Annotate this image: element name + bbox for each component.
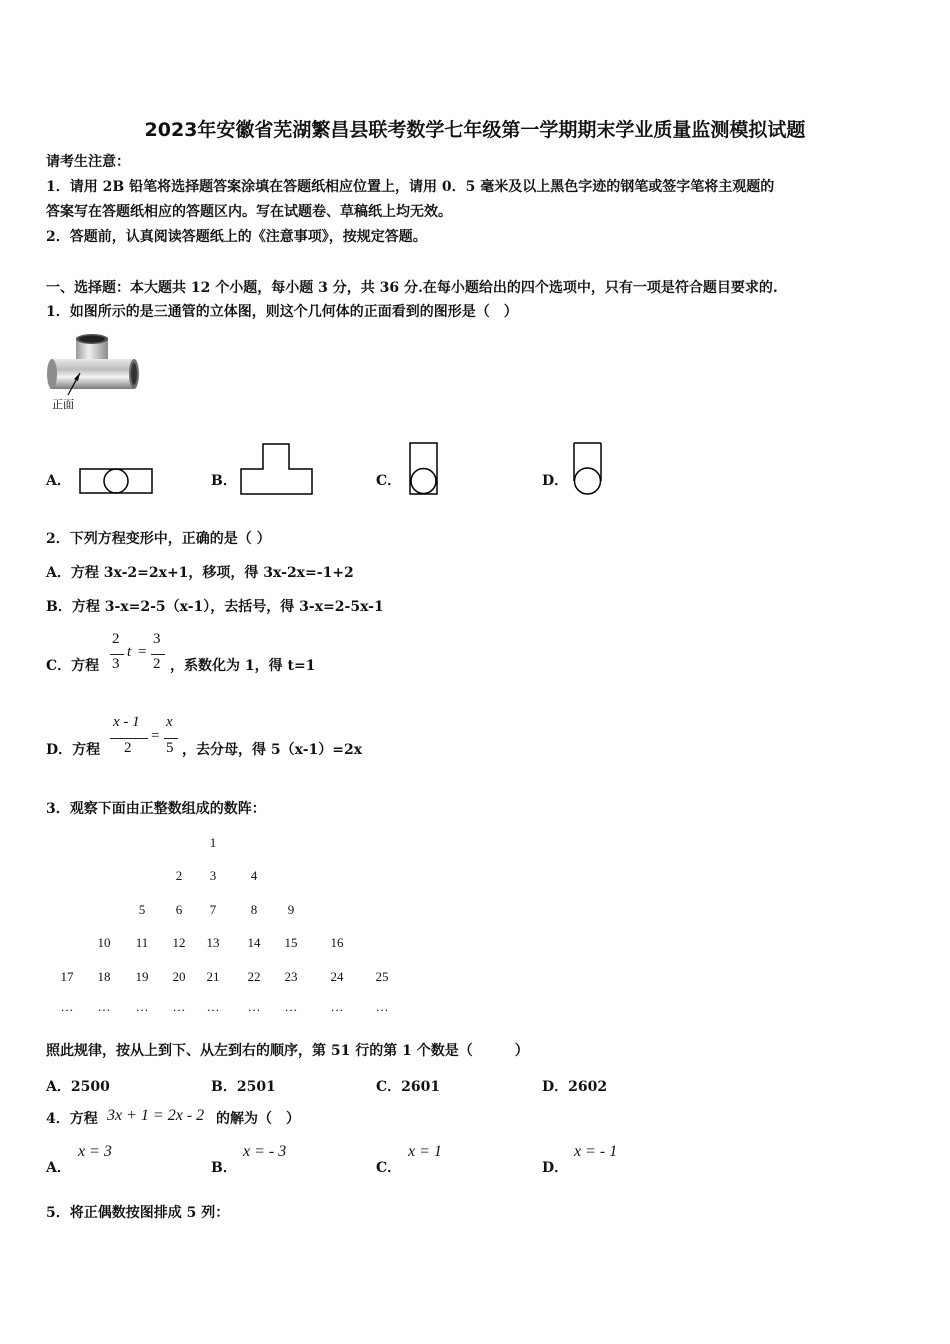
q2-d-frac2-bar [164, 738, 178, 739]
q4-option-a-label: A． [46, 1160, 71, 1176]
tee-pipe-image [44, 333, 144, 413]
array-cell: … [330, 999, 344, 1014]
q2-c-frac1-num: 2 [112, 631, 120, 647]
q3-option-d: D．2602 [542, 1079, 608, 1095]
q2-c-frac2-bar [151, 654, 165, 655]
array-cell: 16 [330, 935, 344, 950]
array-cell: 1 [209, 835, 217, 850]
q2-option-a: A．方程 3x-2=2x+1，移项，得 3x-2x=-1+2 [46, 565, 354, 581]
array-cell: 13 [206, 935, 220, 950]
q2-d-frac2-num: x [166, 714, 173, 730]
array-cell: 8 [250, 902, 258, 917]
array-cell: 5 [138, 902, 146, 917]
q4-option-b-label: B． [211, 1160, 237, 1176]
array-cell: 3 [209, 868, 217, 883]
array-cell: 23 [284, 969, 298, 984]
array-cell: … [60, 999, 74, 1014]
q4-option-d-label: D． [542, 1160, 569, 1176]
array-cell: 24 [330, 969, 344, 984]
array-cell: 14 [247, 935, 261, 950]
q1-option-c-label: C． [376, 473, 402, 489]
q2-d-frac1-den: 2 [124, 740, 132, 756]
q5-stem: 5．将正偶数按图排成 5 列： [46, 1205, 230, 1221]
array-cell: 25 [375, 969, 389, 984]
q2-c-frac1-bar [110, 654, 124, 655]
q3-question: 照此规律，按从上到下、从左到右的顺序，第 51 行的第 1 个数是（ ） [46, 1043, 529, 1059]
array-cell: 7 [209, 902, 217, 917]
array-cell: 2 [175, 868, 183, 883]
q1-stem: 1．如图所示的是三通管的立体图，则这个几何体的正面看到的图形是（ ） [46, 304, 518, 320]
front-label: 正面 [52, 398, 74, 411]
q4-option-c-label: C． [376, 1160, 402, 1176]
q1-option-b-label: B． [211, 473, 237, 489]
q4-option-c-value: x = 1 [408, 1143, 442, 1160]
q1-option-d-figure [571, 441, 605, 497]
q2-c-var: t [127, 644, 132, 660]
array-cell: … [172, 999, 186, 1014]
q2-c-frac1-den: 3 [112, 656, 120, 672]
notice-heading: 请考生注意： [46, 154, 130, 170]
array-cell: 19 [135, 969, 149, 984]
q4-equation: 3x + 1 = 2x - 2 [107, 1107, 205, 1124]
array-cell: 20 [172, 969, 186, 984]
array-cell: 11 [135, 935, 149, 950]
notice-line-1: 1．请用 2B 铅笔将选择题答案涂填在答题纸相应位置上，请用 0．5 毫米及以上黑色字迹的钢笔或签字笔将主观题的 [46, 179, 775, 195]
page-title: 2023年安徽省芜湖繁昌县联考数学七年级第一学期期末学业质量监测模拟试题 [144, 119, 806, 141]
q2-d-frac2-den: 5 [166, 740, 174, 756]
notice-line-2: 2．答题前，认真阅读答题纸上的《注意事项》，按规定答题。 [46, 229, 427, 245]
array-cell: … [206, 999, 220, 1014]
q4-option-b-value: x = - 3 [243, 1143, 287, 1160]
q2-option-d-suffix: ，去分母，得 5（x-1）=2x [182, 742, 363, 758]
array-cell: 4 [250, 868, 258, 883]
section-heading: 一、选择题：本大题共 12 个小题，每小题 3 分，共 36 分.在每小题给出的四个选项中，只有一项是符合题目要求的. [46, 280, 778, 296]
array-cell: 6 [175, 902, 183, 917]
q3-stem: 3．观察下面由正整数组成的数阵： [46, 801, 266, 817]
array-cell: … [135, 999, 149, 1014]
array-cell: … [97, 999, 111, 1014]
q1-option-c-figure [407, 441, 441, 497]
q2-d-frac1-bar [110, 738, 148, 739]
q2-d-eq: = [151, 728, 160, 744]
array-cell: 21 [206, 969, 220, 984]
array-cell: 15 [284, 935, 298, 950]
q2-option-c-prefix: C．方程 [46, 658, 100, 674]
q1-option-b-figure [239, 441, 315, 497]
q2-option-c-suffix: ，系数化为 1，得 t=1 [170, 658, 316, 674]
q2-c-frac2-den: 2 [153, 656, 161, 672]
q3-option-b: B．2501 [211, 1079, 276, 1095]
array-cell: 17 [60, 969, 74, 984]
q1-option-d-label: D． [542, 473, 569, 489]
q4-stem-suffix: 的解为（ ） [216, 1111, 300, 1127]
array-cell: … [375, 999, 389, 1014]
notice-line-1b: 答案写在答题纸相应的答题区内。写在试题卷、草稿纸上均无效。 [46, 204, 452, 220]
q4-option-d-value: x = - 1 [574, 1143, 618, 1160]
q1-option-a-figure [78, 466, 154, 496]
q3-option-a: A．2500 [46, 1079, 110, 1095]
array-cell: 22 [247, 969, 261, 984]
array-cell: 9 [287, 902, 295, 917]
array-cell: … [247, 999, 261, 1014]
q2-stem: 2．下列方程变形中，正确的是（ ） [46, 531, 271, 547]
array-cell: 12 [172, 935, 186, 950]
q1-option-a-label: A． [46, 473, 71, 489]
q2-d-frac1-num: x - 1 [113, 714, 140, 730]
q4-stem-prefix: 4．方程 [46, 1111, 98, 1127]
q2-c-eq: = [138, 644, 147, 660]
q4-option-a-value: x = 3 [78, 1143, 112, 1160]
array-cell: 10 [97, 935, 111, 950]
q3-option-c: C．2601 [376, 1079, 441, 1095]
q2-option-d-prefix: D．方程 [46, 742, 101, 758]
q2-option-b: B．方程 3-x=2-5（x-1），去括号，得 3-x=2-5x-1 [46, 599, 384, 615]
array-cell: … [284, 999, 298, 1014]
q2-c-frac2-num: 3 [153, 631, 161, 647]
array-cell: 18 [97, 969, 111, 984]
